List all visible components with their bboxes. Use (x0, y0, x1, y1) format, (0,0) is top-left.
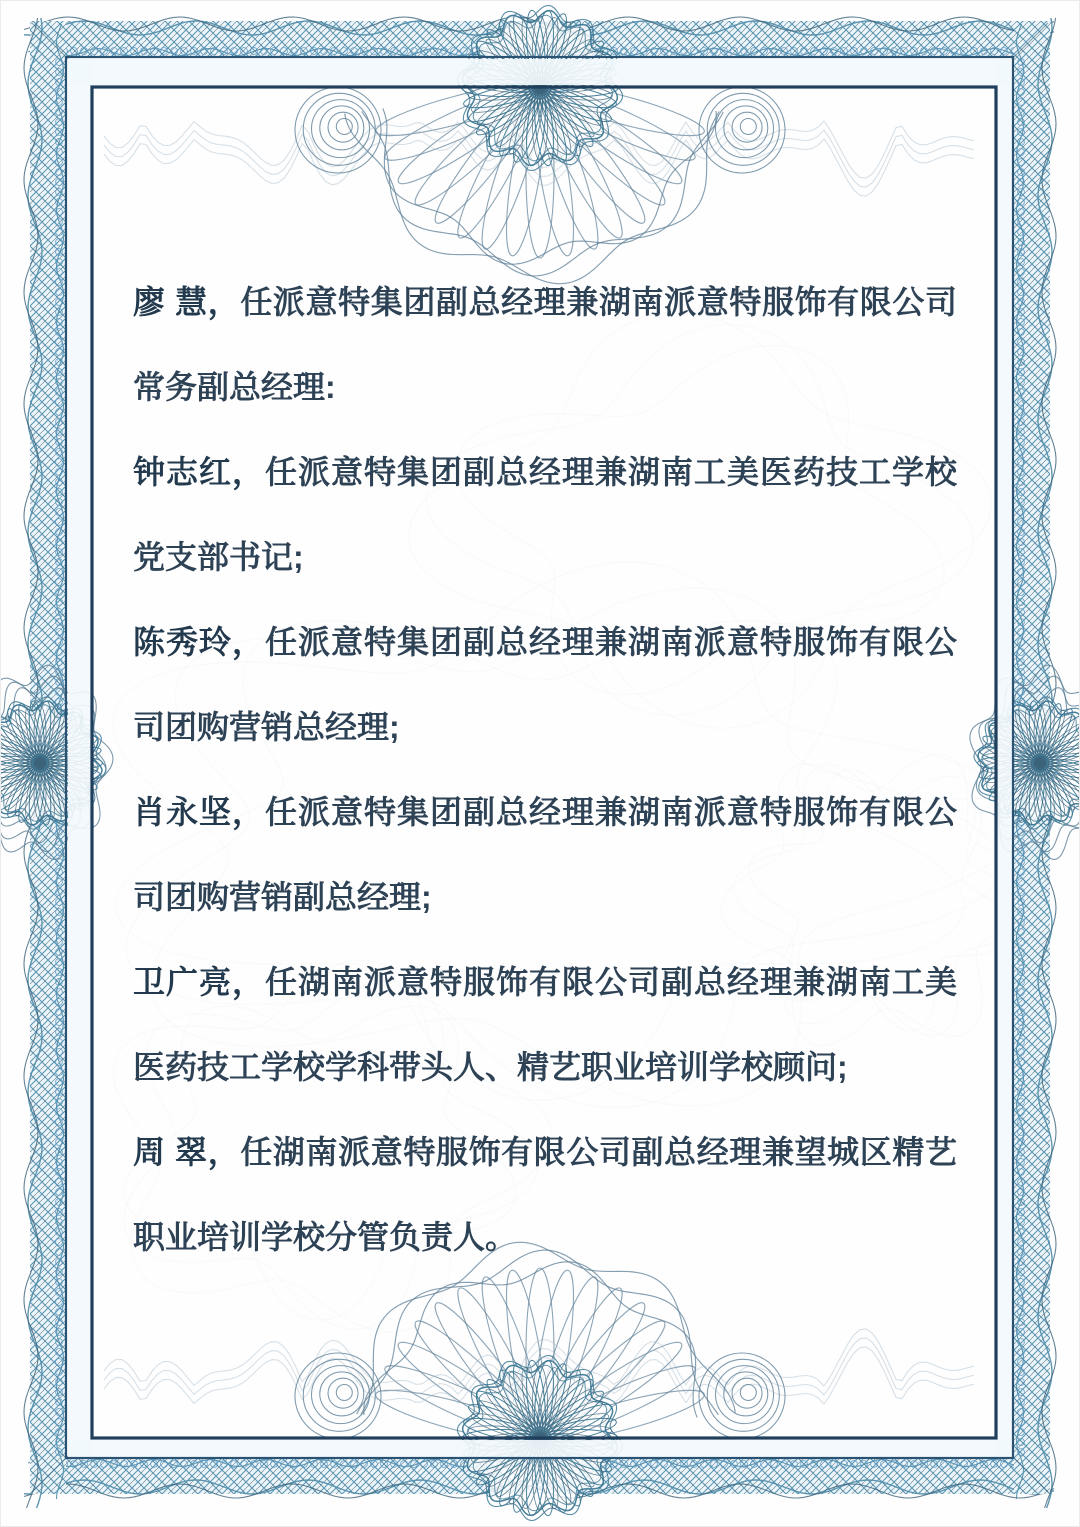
appointee-title: 任湖南派意特服饰有限公司副总经理兼湖南工美医药技工学校学科带头人、精艺职业培训学校顾问; (133, 964, 957, 1085)
appointee-name: 钟志红， (133, 454, 265, 490)
appointment-entry (133, 1110, 957, 1280)
spiral-curl-motif (295, 87, 381, 173)
spiral-curl-motif (699, 1353, 785, 1439)
spiral-curl-motif (699, 87, 785, 173)
appointee-title: 任派意特集团副总经理兼湖南派意特服饰有限公司团购营销总经理; (133, 624, 957, 745)
spiral-curl-motif (295, 1353, 381, 1439)
appointment-entry (133, 940, 957, 1110)
appointee-name: 肖永坚， (133, 794, 265, 830)
appointee-name: 廖 慧， (133, 284, 241, 320)
appointee-title: 任派意特集团副总经理兼湖南派意特服饰有限公司常务副总经理: (133, 284, 957, 405)
appointee-title: 任派意特集团副总经理兼湖南派意特服饰有限公司团购营销副总经理; (133, 794, 957, 915)
appointee-name: 周 翠， (133, 1134, 241, 1170)
appointment-entry (133, 260, 957, 430)
appointment-entry (133, 770, 957, 940)
appointments-text (133, 260, 957, 1280)
appointment-entry (133, 600, 957, 770)
appointee-title: 任湖南派意特服饰有限公司副总经理兼望城区精艺职业培训学校分管负责人。 (133, 1134, 957, 1255)
appointee-name: 陈秀玲， (133, 624, 265, 660)
appointee-name: 卫广亮， (133, 964, 265, 1000)
appointment-entry (133, 430, 957, 600)
appointee-title: 任派意特集团副总经理兼湖南工美医药技工学校党支部书记; (133, 454, 957, 575)
